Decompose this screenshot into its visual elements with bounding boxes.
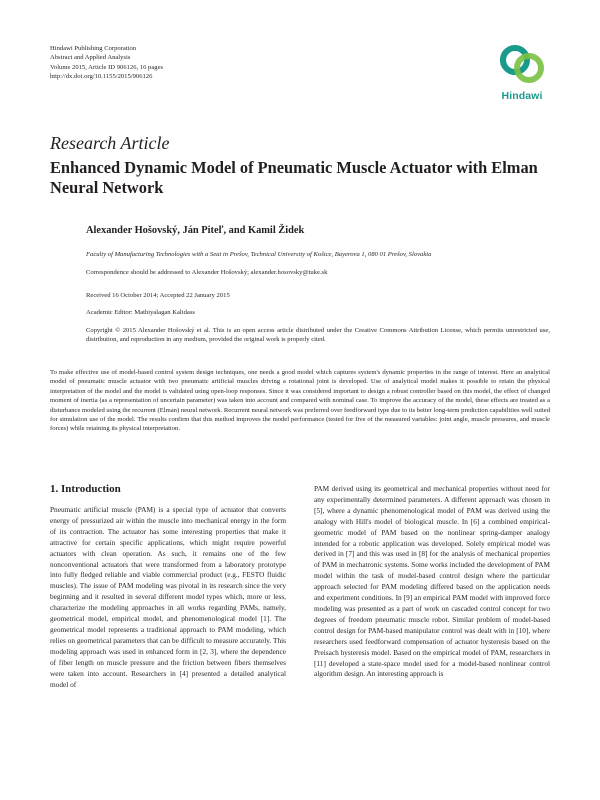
doi-link[interactable]: http://dx.doi.org/10.1155/2015/906126: [50, 72, 153, 80]
affiliation: Faculty of Manufacturing Technologies with a Seat in Prešov, Technical University of Košice, Bayerova 1, 080 01 Prešov, Slovakia: [86, 251, 432, 258]
author-list: Alexander Hošovský, Ján Piteľ, and Kamil Židek: [86, 225, 305, 236]
publisher-name: Hindawi Publishing Corporation: [50, 45, 137, 52]
academic-editor: Academic Editor: Mathiyalagan Kalidass: [86, 309, 195, 316]
volume-line: Volume 2015, Article ID 906126, 16 pages: [50, 63, 164, 71]
body-column-right: [314, 484, 550, 796]
article-title: Enhanced Dynamic Model of Pneumatic Muscle Actuator with Elman Neural Network: [50, 158, 538, 197]
article-type: Research Article: [50, 133, 170, 153]
received-accepted-dates: Received 16 October 2014; Accepted 22 January 2015: [86, 292, 230, 299]
body-paragraph: PAM derived using its geometrical and mechanical properties without need for any experimentally determined parameters. A different approach was chosen in [5], where a dynamic phenomenological model of PAM was derived using the analogy with Hill's model of biological muscle. In [6] a combined empirical-geometric model of PAM based on the nonlinear spring-damper analogy intended for a robotic application was developed. Solely empirical model was derived in [7] and this was used in [8] for the analysis of mechanical properties of PAM in mechatronic systems. Some works included the development of PAM model within the task of model-based control design where the particular approach selected for PAM modeling differed based on the application needs and experiment conditions. In [9] an empirical PAM model with improved force modeling was presented as a part of work on cascaded control concept for two degrees of freedom pneumatic muscle robot. Similar problem of model-based control design for PAM-based manipulator control was dealt with in [10], where researchers used feedforward compensation of actuator hysteresis based on the Preisach hysteresis model. Based on the empirical model of PAM, researchers in [11] developed a state-space model used for a model-based nonlinear control algorithm design. An interesting approach is: [314, 484, 550, 679]
body-column-left: [50, 505, 286, 795]
correspondence: Correspondence should be addressed to Alexander Hošovský; alexander.hosovsky@tuke.sk: [86, 269, 328, 276]
hindawi-logo-text: Hindawi: [501, 90, 543, 102]
journal-name: Abstract and Applied Analysis: [50, 54, 131, 62]
copyright-notice: Copyright © 2015 Alexander Hošovský et al. This is an open access article distributed under the Creative Commons Attribution License, which permits unrestricted use, distribution, and reproduction in any medium, provided the original work is properly cited.: [86, 327, 550, 344]
hindawi-logo: [494, 40, 550, 106]
hindawi-logo-icon: [494, 40, 550, 90]
body-paragraph: Pneumatic artificial muscle (PAM) is a special type of actuator that converts energy of pressurized air within the muscle into mechanical energy in the form of its contraction. The actuator has some interesting properties that make it attractive for certain specific applications, which might require powerful actuators with clean operation. As such, it remains one of the few nonconventional actuators that were transformed from a laboratory prototype into fully fledged reliable and viable commercial product (e.g., FESTO fluidic muscles). The issue of PAM modeling was pivotal in its research since the very beginning and it resulted in several different model types which, more or less, characterize the modeling approaches in all works regarding PAMs, namely, geometrical model, empirical model, and phenomenological model [1]. The geometrical model represents a traditional approach to PAM modeling, which relies on geometrical parameters that can be difficult to measure accurately. This modeling approach was used in enhanced form in [2, 3], where the dependence of fiber length on muscle pressure and the friction between fibers themselves were taken into account. Researchers in [4] presented a detailed analytical model of: [50, 505, 286, 689]
journal-info: [50, 44, 350, 81]
section-heading-introduction: 1. Introduction: [50, 483, 121, 495]
abstract: To make effective use of model-based control system design techniques, one needs a good model which captures system's dynamic properties in the range of interest. Here an analytical model of pneumatic muscle actuator with two pneumatic artificial muscles driving a rotational joint is developed. Use of analytical model makes it possible to retain the physical interpretation of the model and the model is validated using open-loop responses. Since it was considered important to design a robust controller based on this model, the effect of changed moment of inertia (as a representation of uncertain parameter) was taken into account and compared with nominal case. To improve the accuracy of the model, these effects are treated as a disturbance modeled using the recurrent (Elman) neural network. Recurrent neural network was preferred over feedforward type due to its better long-term prediction capabilities well suited for simulation use of the model. The results confirm that this method improves the model performance (tested for five of the measured variables: joint angle, muscle pressures, and muscle forces) while retaining its physical interpretation.: [50, 369, 550, 433]
